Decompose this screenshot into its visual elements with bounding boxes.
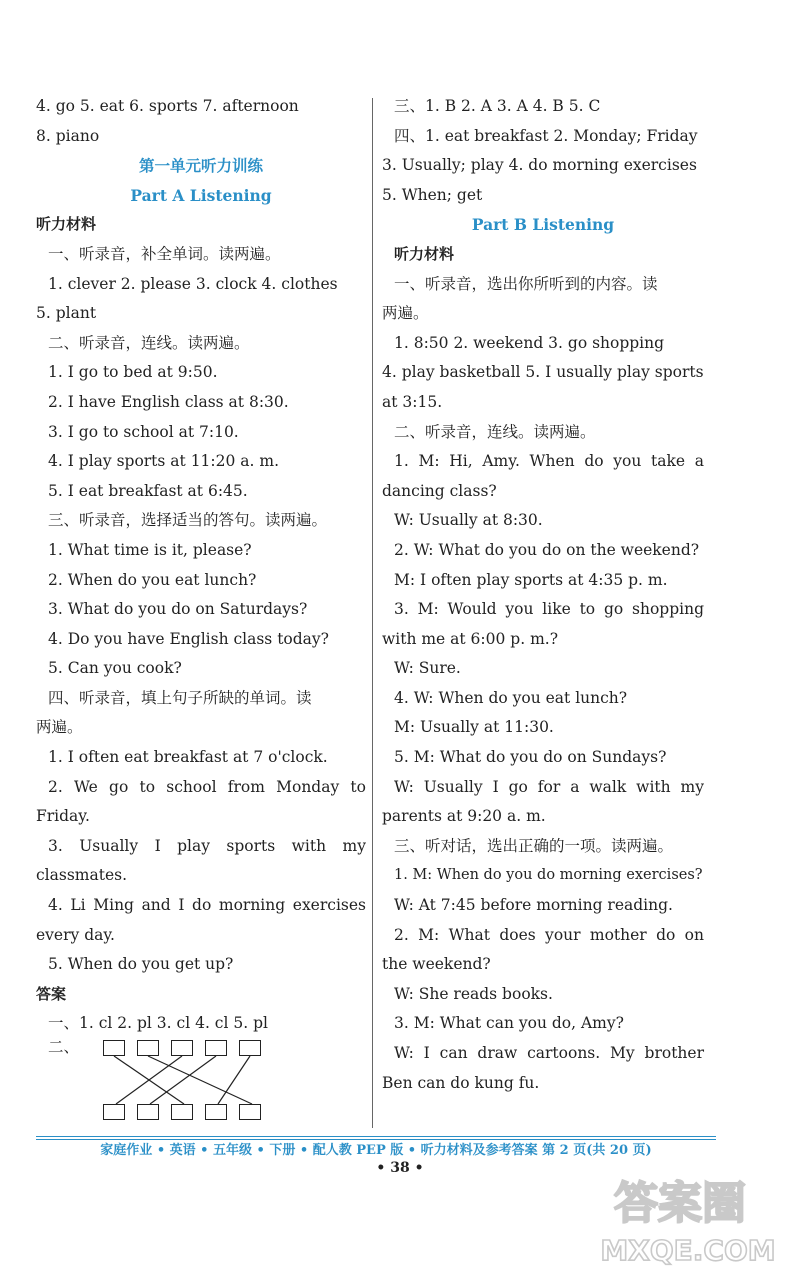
watermark-logo [588,1168,778,1268]
answer-line: 一、1. cl 2. pl 3. cl 4. cl 5. pl [48,1014,268,1033]
answer-line: 四、1. eat breakfast 2. Monday; Friday [394,126,698,145]
text-line: 1. clever 2. please 3. clock 4. clothes [48,274,338,293]
text-line: 4. Li Ming and I do morning exercises [48,896,366,915]
section-title: 三、听录音，选择适当的答句。读两遍。 [48,511,328,530]
dialogue-line: parents at 9:20 a. m. [382,807,546,826]
unit-title: 第一单元听力训练 [138,156,263,176]
answer-line: 三、1. B 2. A 3. A 4. B 5. C [394,97,601,115]
bottom-box [205,1104,227,1120]
list-item: 3. I go to school at 7:10. [48,422,239,441]
bottom-box [171,1104,193,1120]
dialogue-line: 5. M: What do you do on Sundays? [394,748,667,767]
list-item: 1. What time is it, please? [48,540,252,559]
part-b-heading: Part B Listening [471,215,615,235]
dialogue-line: W: Sure. [394,659,461,678]
bottom-box [239,1104,261,1120]
answer-line: 4. go 5. eat 6. sports 7. afternoon [36,97,299,115]
answer-line: 3. Usually; play 4. do morning exercises [382,156,697,175]
page-number: • 38 • [376,1160,424,1176]
dialogue-line: 4. W: When do you eat lunch? [394,688,628,707]
text-line: 4. play basketball 5. I usually play sports [382,363,704,382]
dialogue-line: Ben can do kung fu. [382,1073,540,1092]
list-item: 5. I eat breakfast at 6:45. [48,481,248,500]
dialogue-line: the weekend? [382,955,491,974]
dialogue-line: dancing class? [382,481,497,500]
answer-line: 5. When; get [382,185,483,204]
answers-label: 答案 [36,984,67,1003]
text-line: at 3:15. [382,392,443,411]
text-line: 2. We go to school from Monday to [48,777,366,796]
section-title: 三、听对话，选出正确的一项。读两遍。 [394,836,674,855]
materials-label: 听力材料 [394,244,455,263]
dialogue-line: 2. M: What does your mother do on [394,925,704,944]
dialogue-line: W: I can draw cartoons. My brother [394,1044,704,1062]
text-line: classmates. [36,866,128,885]
footer-rule [36,1136,716,1137]
dialogue-line: W: Usually I go for a walk with my [394,777,704,796]
dialogue-line: W: She reads books. [394,984,553,1003]
section-title: 二、听录音，连线。读两遍。 [394,422,596,441]
list-item: 5. Can you cook? [48,659,182,678]
dialogue-line: with me at 6:00 p. m.? [382,629,559,648]
dialogue-line: M: Usually at 11:30. [394,718,554,737]
list-item: 4. I play sports at 11:20 a. m. [48,452,280,471]
bottom-box [137,1104,159,1120]
dialogue-line: M: I often play sports at 4:35 p. m. [394,570,668,589]
list-item: 3. What do you do on Saturdays? [48,600,308,619]
materials-label: 听力材料 [36,215,97,234]
dialogue-line: 1. M: Hi, Amy. When do you take a [394,452,704,471]
text-line: 1. 8:50 2. weekend 3. go shopping [394,333,665,352]
text-line: 3. Usually I play sports with my [48,836,366,855]
list-item: 4. Do you have English class today? [48,629,329,648]
answer-line: 8. piano [36,126,100,145]
text-line: 5. plant [36,304,97,323]
answer-label: 二、 [48,1038,80,1056]
dialogue-line: 3. M: What can you do, Amy? [394,1014,624,1033]
watermark-url: MXQE.COM [600,1234,776,1267]
list-item: 2. When do you eat lunch? [48,570,257,589]
bottom-box [103,1104,125,1120]
dialogue-line: 2. W: What do you do on the weekend? [394,540,700,559]
text-line: 两遍。 [382,304,429,323]
left-column [36,92,366,1039]
text-line: Friday. [36,807,90,826]
section-title: 一、听录音，选出你所听到的内容。读 [394,274,658,293]
text-line: 1. I often eat breakfast at 7 o'clock. [48,748,328,767]
dialogue-line: 1. M: When do you do morning exercises? [394,867,703,884]
dialogue-line: 3. M: Would you like to go shopping [394,600,704,619]
part-a-heading: Part A Listening [130,185,272,205]
section-title: 二、听录音，连线。读两遍。 [48,333,250,352]
text-line: 5. When do you get up? [48,955,234,974]
section-title: 一、听录音，补全单词。读两遍。 [48,244,281,263]
dialogue-line: W: Usually at 8:30. [394,511,543,530]
watermark-brand: 答案圈 [614,1178,746,1229]
list-item: 2. I have English class at 8:30. [48,392,289,411]
dialogue-line: W: At 7:45 before morning reading. [394,896,673,915]
matching-diagram [36,1036,336,1128]
right-column [382,92,704,1098]
text-line: 两遍。 [36,718,83,737]
footer-text: 家庭作业 • 英语 • 五年级 • 下册 • 配人教 PEP 版 • 听力材料及参考答案 第 2 页(共 20 页) [100,1143,652,1158]
list-item: 1. I go to bed at 9:50. [48,363,218,382]
column-divider [372,98,373,1128]
section-title: 四、听录音，填上句子所缺的单词。读 [48,688,312,707]
text-line: every day. [36,925,115,944]
